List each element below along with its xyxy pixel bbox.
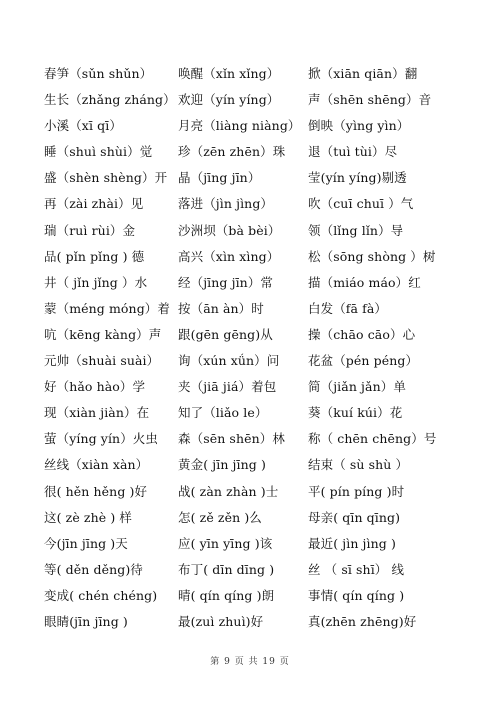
word-entry: 布丁( dīn dīng ) xyxy=(178,561,275,577)
word-entry: 描（miáo máo）红 xyxy=(308,274,421,290)
word-entry: 夹（jiā jiá）着包 xyxy=(178,379,277,395)
word-entry: 蒙（méng móng）着 xyxy=(44,300,171,316)
word-entry: 声（shēn shēng）音 xyxy=(308,92,432,108)
word-entry: 战( zàn zhàn )士 xyxy=(178,483,279,499)
word-entry: 元帅（shuài suài） xyxy=(44,353,160,369)
word-entry: 最(zuì zhuì)好 xyxy=(178,613,264,629)
word-entry: 真(zhēn zhēng)好 xyxy=(308,613,417,629)
word-entry: 高兴（xìn xìng） xyxy=(178,248,280,264)
word-entry: 萤（yíng yín）火虫 xyxy=(44,431,158,447)
word-entry: 月亮（liàng niàng） xyxy=(178,118,301,134)
word-entry: 很( hěn hěng )好 xyxy=(44,483,148,499)
word-entry: 询（xún xǘn）问 xyxy=(178,353,280,369)
word-entry: 井（ jǐn jǐng ）水 xyxy=(44,274,148,290)
word-entry: 怎( zě zěn )么 xyxy=(178,509,262,525)
word-entry: 知了（liǎo le） xyxy=(178,405,268,421)
word-entry: 葵（kuí kúi）花 xyxy=(308,405,403,421)
word-entry: 春笋（sǔn shǔn） xyxy=(44,66,153,81)
word-entry: 晶（jīng jīn） xyxy=(178,170,261,186)
word-entry: 珍（zēn zhēn）珠 xyxy=(178,144,286,160)
word-entry: 瑞（ruì rùi）金 xyxy=(44,222,136,238)
word-entry: 沙洲坝（bà bèi） xyxy=(178,222,281,238)
word-entry: 吹（cuī chuī ）气 xyxy=(308,196,414,212)
word-entry: 倒映（yìng yìn） xyxy=(308,118,410,134)
word-entry: 退（tuì tùi）尽 xyxy=(308,144,398,160)
page-footer: 第 9 页 共 19 页 xyxy=(210,657,290,667)
word-entry: 莹(yín yíng)剔透 xyxy=(308,170,407,186)
word-entry: 再（zài zhài）见 xyxy=(44,196,144,212)
word-entry: 松（sōng shòng ）树 xyxy=(308,248,436,264)
word-entry: 领（lǐng lǐn）导 xyxy=(308,222,404,238)
pinyin-word-grid xyxy=(44,61,484,635)
word-entry: 盛（shèn shèng）开 xyxy=(44,170,168,186)
word-entry: 生长（zhǎng zháng） xyxy=(44,92,176,108)
word-entry: 睡（shuì shùi）觉 xyxy=(44,144,153,160)
word-entry: 森（sēn shēn）林 xyxy=(178,431,285,447)
word-entry: 丝线（xiàn xàn） xyxy=(44,457,149,473)
word-entry: 变成( chén chéng) xyxy=(44,587,158,603)
word-entry: 等( děn děng)待 xyxy=(44,561,143,577)
word-entry: 平( pín píng )时 xyxy=(308,483,405,499)
word-entry: 母亲( qīn qīng) xyxy=(308,509,401,525)
word-entry: 丝 （ sī shī） 线 xyxy=(308,561,405,577)
word-entry: 操（chāo cāo）心 xyxy=(308,326,416,342)
word-entry: 晴( qín qíng )朗 xyxy=(178,587,275,603)
word-entry: 唤醒（xǐn xǐng） xyxy=(178,66,280,81)
word-entry: 花盆（pén péng） xyxy=(308,353,419,369)
word-entry: 欢迎（yín yíng） xyxy=(178,92,280,108)
word-entry: 小溪（xī qī） xyxy=(44,118,122,134)
word-entry: 简（jiǎn jǎn）单 xyxy=(308,379,406,395)
word-entry: 白发（fā fà） xyxy=(308,300,388,316)
word-entry: 现（xiàn jiàn）在 xyxy=(44,405,150,421)
word-entry: 跟(gēn gēng)从 xyxy=(178,326,273,342)
word-entry: 今(jīn jīng )天 xyxy=(44,535,128,551)
word-entry: 掀（xiān qiān）翻 xyxy=(308,66,418,81)
word-entry: 这( zè zhè ) 样 xyxy=(44,509,132,525)
word-entry: 结束（ sù shù ） xyxy=(308,457,409,473)
word-entry: 最近( jìn jìng ) xyxy=(308,535,396,551)
word-entry: 按（ān àn）时 xyxy=(178,300,264,316)
word-entry: 品( pǐn pǐng ) 德 xyxy=(44,248,145,264)
word-entry: 落进（jìn jìng） xyxy=(178,196,274,212)
word-entry: 黄金( jīn jīng ) xyxy=(178,457,266,473)
word-entry: 称（ chēn chēng）号 xyxy=(308,431,437,447)
word-entry: 应( yīn yīng )该 xyxy=(178,535,273,551)
word-entry: 眼睛(jīn jīng ) xyxy=(44,613,128,629)
word-entry: 经（jīng jīn）常 xyxy=(178,274,274,290)
word-entry: 事情( qín qíng ) xyxy=(308,587,405,603)
word-entry: 好（hǎo hào）学 xyxy=(44,379,146,395)
word-entry: 吭（kēng kàng）声 xyxy=(44,326,162,342)
